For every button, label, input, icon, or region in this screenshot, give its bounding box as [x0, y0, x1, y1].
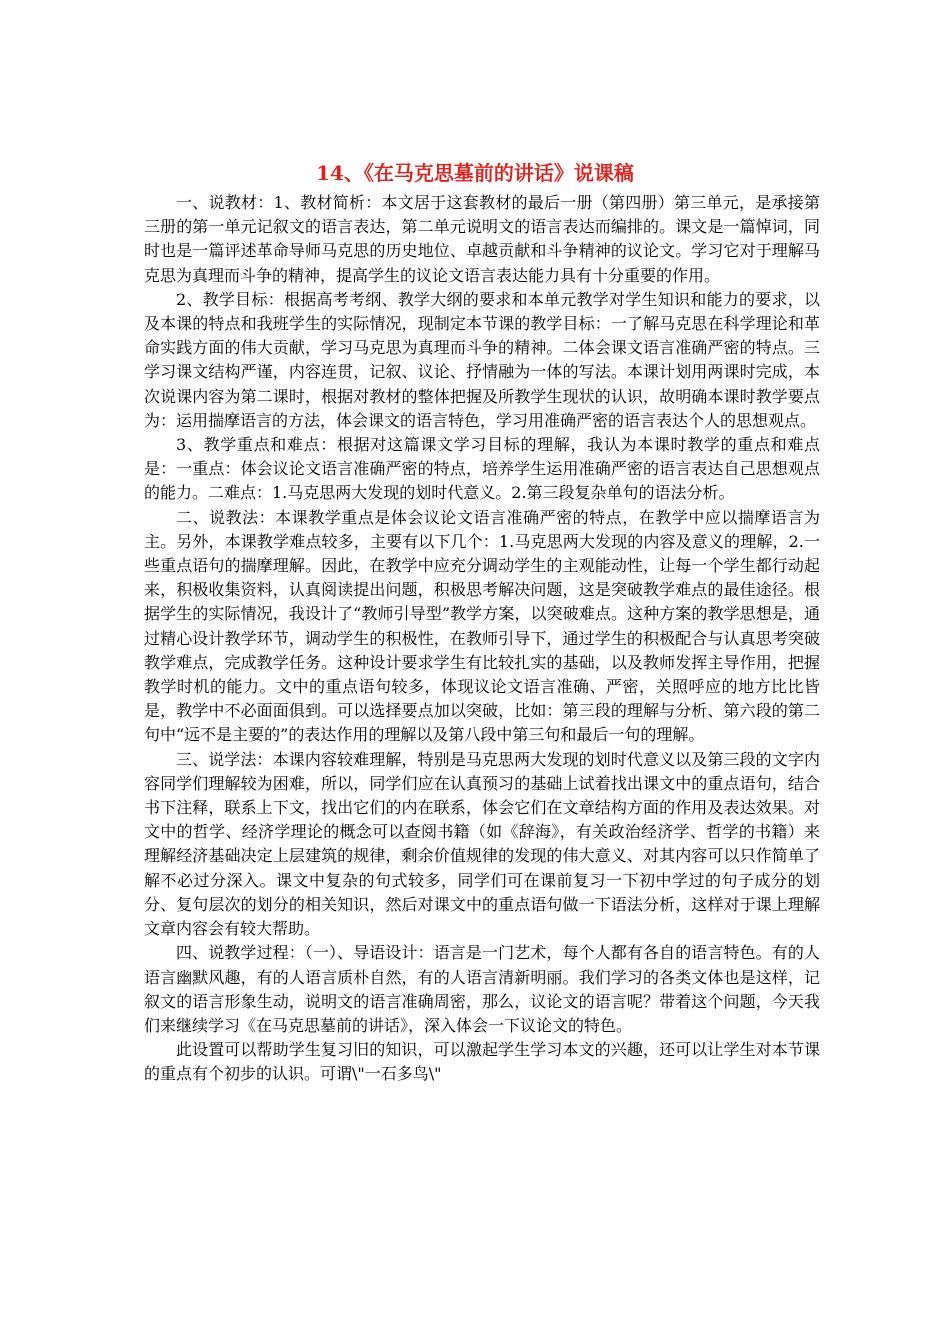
paragraph: 四、说教学过程：（一）、导语设计：语言是一门艺术，每个人都有各自的语言特色。有的人语言幽默风趣，有的人语言质朴自然，有的人语言清新明丽。我们学习的各类文体也是这样，记叙文的语言形象生动，说明文的语言准确周密，那么，议论文的语言呢？带着这个问题，今天我们来继续学习《在马克思墓前的讲话》，深入体会一下议论文的特色。: [144, 943, 820, 1035]
paragraph: 3、教学重点和难点：根据对这篇课文学习目标的理解，我认为本课时教学的重点和难点是：一重点：体会议论文语言准确严密的特点，培养学生运用准确严密的语言表达自己思想观点的能力。二难点：1.马克思两大发现的划时代意义。2.第三段复杂单句的语法分析。: [144, 435, 820, 503]
paragraph: 一、说教材：1、教材简析：本文居于这套教材的最后一册（第四册）第三单元，是承接第三册的第一单元记叙文的语言表达，第二单元说明文的语言表达而编排的。课文是一篇悼词，同时也是一篇评述革命导师马克思的历史地位、卓越贡献和斗争精神的议论文。学习它对于理解马克思为真理而斗争的精神，提高学生的议论文语言表达能力具有十分重要的作用。: [144, 193, 820, 285]
paragraph: 三、说学法：本课内容较难理解，特别是马克思两大发现的划时代意义以及第三段的文字内容同学们理解较为困难，所以，同学们应在认真预习的基础上试着找出课文中的重点语句，结合书下注释，联系上下文，找出它们的内在联系，体会它们在文章结构方面的作用及表达效果。对文中的哲学、经济学理论的概念可以查阅书籍（如《辞海》，有关政治经济学、哲学的书籍）来理解经济基础决定上层建筑的规律，剩余价值规律的发现的伟大意义、对其内容可以只作简单了解不必过分深入。课文中复杂的句式较多，同学们可在课前复习一下初中学过的句子成分的划分、复句层次的划分的相关知识，然后对课文中的重点语句做一下语法分析，这样对于课上理解文章内容会有较大帮助。: [144, 749, 820, 939]
document-title: 14、《在马克思墓前的讲话》说课稿: [316, 161, 634, 185]
document-body: [144, 191, 820, 1087]
paragraph: 此设置可以帮助学生复习旧的知识，可以激起学生学习本文的兴趣，还可以让学生对本节课的重点有个初步的认识。可谓\"一石多鸟\": [144, 1040, 820, 1084]
paragraph: 2、教学目标：根据高考考纲、教学大纲的要求和本单元教学对学生知识和能力的要求，以及本课的特点和我班学生的实际情况，现制定本节课的教学目标：一了解马克思在科学理论和革命实践方面的伟大贡献，学习马克思为真理而斗争的精神。二体会课文语言准确严密的特点。三学习课文结构严谨，内容连贯，记叙、议论、抒情融为一体的写法。本课计划用两课时完成，本次说课内容为第二课时，根据对教材的整体把握及所教学生现状的认识，故明确本课时教学要点为：运用揣摩语言的方法，体会课文的语言特色，学习用准确严密的语言表达个人的思想观点。: [144, 289, 820, 430]
paragraph: 二、说教法：本课教学重点是体会议论文语言准确严密的特点，在教学中应以揣摩语言为主。另外，本课教学难点较多，主要有以下几个：1.马克思两大发现的内容及意义的理解，2.一些重点语句的揣摩理解。因此，在教学中应充分调动学生的主观能动性，让每一个学生都行动起来，积极收集资料，认真阅读提出问题，积极思考解决问题，这是突破教学难点的最佳途径。根据学生的实际情况，我设计了“教师引导型”教学方案，以突破难点。这种方案的教学思想是，通过精心设计教学环节，调动学生的积极性，在教师引导下，通过学生的积极配合与认真思考突破教学难点，完成教学任务。这种设计要求学生有比较扎实的基础，以及教师发挥主导作用，把握教学时机的能力。文中的重点语句较多，体现议论文语言准确、严密，关照呼应的地方比比皆是，教学中不必面面俱到。可以选择要点加以突破，比如：第三段的理解与分析、第六段的第二句中“远不是主要的”的表达作用的理解以及第八段中第三句和最后一句的理解。: [144, 507, 820, 745]
